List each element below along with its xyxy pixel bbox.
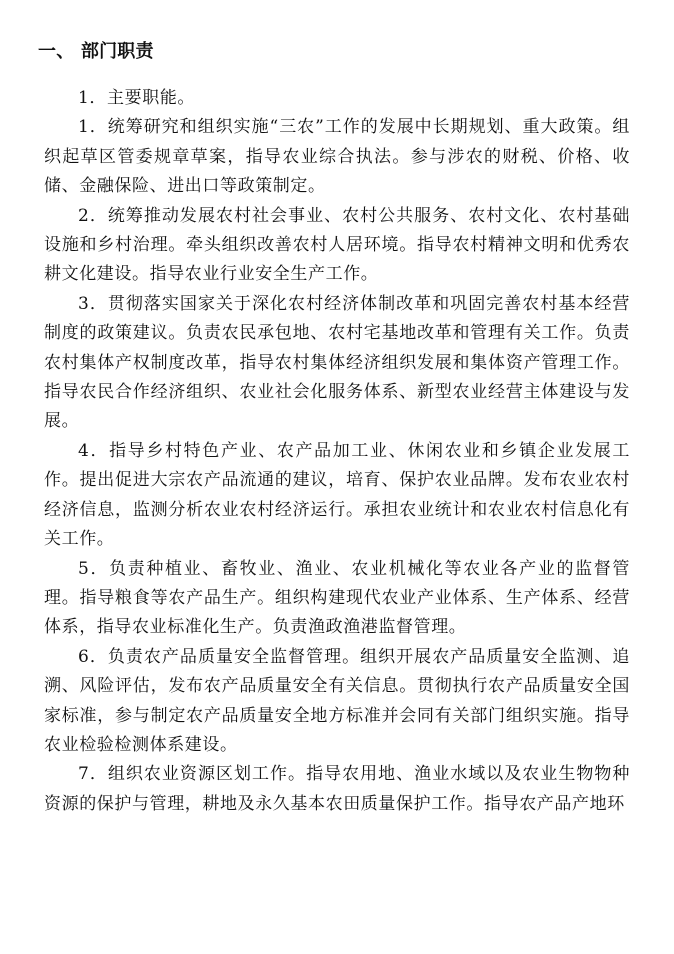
paragraph-item-3: 3．贯彻落实国家关于深化农村经济体制改革和巩固完善农村基本经营制度的政策建议。负责农民承包地、农村宅基地改革和管理有关工作。负责农村集体产权制度改革，指导农村集体经济组织发展和集体资产管理工作。指导农民合作经济组织、农业社会化服务体系、新型农业经营主体建设与发展。 (44, 293, 630, 432)
paragraph-main-functions: 1．主要职能。 (78, 88, 196, 108)
paragraph-item-2: 2．统筹推动发展农村社会事业、农村公共服务、农村文化、农村基础设施和乡村治理。牵头组织改善农村人居环境。指导农村精神文明和优秀农耕文化建设。指导农业行业安全生产工作。 (44, 205, 630, 285)
paragraph-item-7: 7．组织农业资源区划工作。指导农用地、渔业水域以及农业生物物种资源的保护与管理，耕地及永久基本农田质量保护工作。指导农产品产地环 (44, 764, 630, 814)
paragraph-item-5: 5．负责种植业、畜牧业、渔业、农业机械化等农业各产业的监督管理。指导粮食等农产品生产。组织构建现代农业产业体系、生产体系、经营体系，指导农业标准化生产。负责渔政渔港监督管理。 (44, 558, 630, 638)
paragraph-item-6: 6．负责农产品质量安全监督管理。组织开展农产品质量安全监测、追溯、风险评估，发布农产品质量安全有关信息。贯彻执行农产品质量安全国家标准，参与制定农产品质量安全地方标准并会同有关部门组织实施。指导农业检验检测体系建设。 (44, 646, 630, 755)
section-title: 一、 部门职责 (38, 41, 154, 62)
paragraph-item-4: 4．指导乡村特色产业、农产品加工业、休闲农业和乡镇企业发展工作。提出促进大宗农产品流通的建议，培育、保护农业品牌。发布农业农村经济信息，监测分析农业农村经济运行。承担农业统计和农业农村信息化有关工作。 (44, 440, 630, 550)
paragraph-item-1: 1．统筹研究和组织实施“三农”工作的发展中长期规划、重大政策。组织起草区管委规章草案，指导农业综合执法。参与涉农的财税、价格、收储、金融保险、进出口等政策制定。 (44, 117, 630, 197)
